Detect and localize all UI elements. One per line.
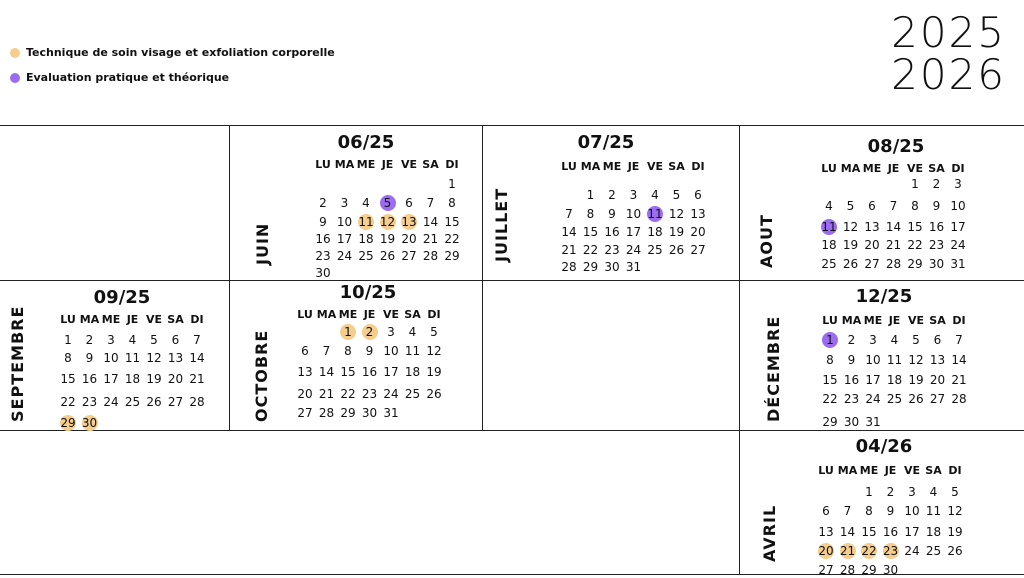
calendar-day: 30 — [843, 415, 860, 429]
calendar-day: 29 — [444, 249, 460, 263]
calendar-day: 19 — [379, 232, 396, 246]
calendar-day: 18 — [886, 373, 903, 387]
weekday-header: MA — [840, 162, 861, 175]
calendar-day: 13 — [167, 351, 184, 365]
calendar-day: 5 — [672, 188, 681, 202]
calendar-day: 9 — [886, 504, 895, 518]
calendar-day: 12 — [908, 353, 924, 367]
weekday-header: ME — [863, 314, 883, 327]
legend-label: Technique de soin visage et exfoliation corporelle — [26, 46, 335, 59]
calendar-day: 7 — [322, 344, 331, 358]
weekday-header: VE — [906, 162, 924, 175]
calendar-day: 14 — [885, 220, 902, 234]
weekday-header: SA — [422, 158, 439, 171]
calendar-day: 2 — [608, 188, 616, 202]
calendar-day: 20 — [690, 225, 706, 239]
month-title: 07/25 — [577, 132, 635, 153]
weekday-header: ME — [101, 313, 121, 326]
calendar-day: 21 — [885, 238, 902, 252]
calendar-day: 16 — [81, 372, 98, 386]
calendar-day: 27 — [864, 257, 880, 271]
weekday-header: VE — [382, 308, 400, 321]
calendar-day: 23 — [81, 395, 98, 409]
calendar-day: 30 — [315, 266, 331, 280]
calendar-day: 21 — [189, 372, 205, 386]
month-title: 10/25 — [339, 282, 397, 303]
calendar-day: 13 — [401, 215, 417, 229]
calendar-day: 10 — [336, 215, 353, 229]
calendar-day: 27 — [167, 395, 184, 409]
weekday-header: ME — [859, 464, 879, 477]
calendar-day: 11 — [647, 207, 663, 221]
weekday-header: LU — [60, 313, 76, 326]
calendar-day: 18 — [358, 232, 374, 246]
calendar-day: 8 — [826, 353, 834, 367]
month-name: OCTOBRE — [252, 329, 271, 422]
calendar-day: 23 — [315, 249, 331, 263]
calendar-day: 14 — [318, 365, 335, 379]
legend-item-evaluation — [10, 71, 229, 84]
weekday-header: ME — [356, 158, 376, 171]
calendar-day: 17 — [904, 525, 920, 539]
calendar-day: 2 — [847, 333, 856, 347]
weekday-header: JE — [381, 158, 394, 171]
month-name: JUILLET — [492, 187, 511, 262]
weekday-header: VE — [145, 313, 163, 326]
calendar-day: 13 — [297, 365, 313, 379]
calendar-day: 16 — [843, 373, 860, 387]
calendar-day: 18 — [821, 238, 837, 252]
calendar-day: 7 — [843, 504, 852, 518]
calendar-day: 7 — [193, 333, 201, 347]
calendar-day: 8 — [344, 344, 352, 358]
month-title: 08/25 — [867, 136, 925, 157]
calendar-day: 17 — [950, 220, 966, 234]
weekday-header: DI — [691, 160, 705, 173]
calendar-day: 5 — [430, 325, 438, 339]
calendar-day: 17 — [336, 232, 353, 246]
weekday-header: JE — [884, 464, 897, 477]
calendar-day: 16 — [315, 232, 331, 246]
month-title: 06/25 — [337, 132, 395, 153]
weekday-header: LU — [561, 160, 577, 173]
calendar-day: 12 — [668, 207, 685, 221]
grid-line — [0, 430, 1024, 431]
weekday-header: LU — [818, 464, 834, 477]
weekday-header: VE — [903, 464, 921, 477]
calendar-day: 10 — [383, 344, 399, 358]
weekday-header: VE — [907, 314, 925, 327]
calendar-day: 20 — [818, 544, 834, 558]
calendar-day: 5 — [846, 199, 855, 213]
calendar-day: 11 — [925, 504, 942, 518]
calendar-day: 2 — [85, 333, 94, 347]
calendar-day: 6 — [301, 344, 309, 358]
calendar-day: 10 — [103, 351, 119, 365]
calendar-day: 13 — [864, 220, 880, 234]
calendar-day: 28 — [318, 406, 335, 420]
calendar-day: 22 — [444, 232, 460, 246]
calendar-day: 7 — [955, 333, 963, 347]
weekday-header: DI — [951, 162, 965, 175]
calendar-day: 18 — [124, 372, 141, 386]
calendar-day: 14 — [561, 225, 577, 239]
calendar-day: 19 — [146, 372, 162, 386]
calendar-day: 19 — [842, 238, 859, 252]
calendar-day: 13 — [929, 353, 946, 367]
calendar-day: 3 — [869, 333, 877, 347]
calendar-day: 5 — [912, 333, 920, 347]
calendar-day: 15 — [822, 373, 838, 387]
weekday-header: ME — [338, 308, 358, 321]
weekday-header: JE — [627, 160, 640, 173]
calendar-day: 4 — [362, 196, 370, 210]
technique-dot-icon — [10, 48, 20, 58]
calendar-day: 4 — [890, 333, 899, 347]
calendar-day: 24 — [904, 544, 920, 558]
calendar-day: 21 — [839, 544, 856, 558]
calendar-day: 10 — [950, 199, 966, 213]
calendar-day: 4 — [128, 333, 137, 347]
grid-line — [0, 280, 1024, 281]
calendar-day: 2 — [932, 177, 941, 191]
calendar-day: 7 — [426, 196, 435, 210]
calendar-day: 2 — [362, 324, 378, 340]
weekday-header: DI — [427, 308, 441, 321]
weekday-header: SA — [928, 162, 945, 175]
grid-line — [482, 125, 483, 430]
weekday-header: MA — [841, 314, 862, 327]
calendar-day: 4 — [408, 325, 417, 339]
calendar-day: 14 — [422, 215, 439, 229]
grid-line — [739, 125, 740, 574]
calendar-day: 27 — [929, 392, 946, 406]
calendar-day: 28 — [189, 395, 205, 409]
weekday-header: JE — [888, 314, 901, 327]
calendar-day: 30 — [882, 563, 899, 577]
calendar-day: 26 — [379, 249, 396, 263]
calendar-day: 14 — [839, 525, 856, 539]
month-title: 12/25 — [855, 286, 913, 307]
calendar-day: 30 — [928, 257, 945, 271]
calendar-day: 20 — [929, 373, 946, 387]
calendar-day: 18 — [925, 525, 942, 539]
calendar-day: 8 — [865, 504, 873, 518]
weekday-header: DI — [445, 158, 459, 171]
weekday-header: DI — [948, 464, 962, 477]
calendar-day: 29 — [822, 415, 838, 429]
calendar-day: 7 — [565, 207, 573, 221]
year-2025: 2025 — [891, 8, 1006, 57]
calendar-day: 26 — [146, 395, 162, 409]
month-name: JUIN — [253, 222, 272, 265]
calendar-day: 3 — [340, 196, 349, 210]
calendar-day: 21 — [318, 387, 335, 401]
calendar-day: 8 — [64, 351, 72, 365]
calendar-day: 12 — [947, 504, 963, 518]
calendar-day: 19 — [668, 225, 685, 239]
calendar-day: 28 — [951, 392, 967, 406]
calendar-day: 16 — [928, 220, 945, 234]
calendar-day: 26 — [908, 392, 924, 406]
calendar-day: 1 — [448, 177, 456, 191]
calendar-day: 28 — [561, 260, 577, 274]
calendar-day: 19 — [947, 525, 963, 539]
weekday-header: LU — [822, 314, 838, 327]
calendar-day: 22 — [861, 544, 877, 558]
calendar-day: 28 — [885, 257, 902, 271]
legend-item-technique — [10, 46, 335, 59]
calendar-day: 20 — [167, 372, 184, 386]
evaluation-dot-icon — [10, 73, 20, 83]
calendar-day: 23 — [843, 392, 860, 406]
calendar-day: 15 — [444, 215, 460, 229]
calendar-day: 11 — [404, 344, 421, 358]
calendar-day: 31 — [383, 406, 399, 420]
weekday-header: SA — [929, 314, 946, 327]
month-name: SEPTEMBRE — [8, 305, 27, 422]
weekday-header: VE — [646, 160, 664, 173]
calendar-day: 11 — [886, 353, 903, 367]
month-title: 04/26 — [855, 436, 913, 457]
calendar-day: 9 — [608, 207, 616, 221]
calendar-day: 1 — [340, 324, 356, 340]
calendar-day: 19 — [426, 365, 442, 379]
calendar-day: 24 — [625, 243, 642, 257]
calendar-day: 16 — [882, 525, 899, 539]
calendar-day: 16 — [361, 365, 378, 379]
weekday-header: SA — [668, 160, 685, 173]
calendar-day: 12 — [146, 351, 162, 365]
calendar-day: 24 — [383, 387, 399, 401]
calendar-day: 3 — [387, 325, 395, 339]
calendar-day: 20 — [297, 387, 313, 401]
calendar-day: 15 — [60, 372, 76, 386]
calendar-day: 15 — [582, 225, 599, 239]
calendar-day: 15 — [907, 220, 923, 234]
weekday-header: SA — [925, 464, 942, 477]
grid-line — [229, 125, 230, 430]
month-name: AOUT — [757, 214, 776, 268]
calendar-day: 6 — [694, 188, 702, 202]
calendar-day: 14 — [951, 353, 967, 367]
calendar-day: 29 — [582, 260, 599, 274]
calendar-day: 5 — [951, 485, 959, 499]
calendar-day: 24 — [336, 249, 353, 263]
calendar-day: 22 — [340, 387, 356, 401]
weekday-header: LU — [821, 162, 837, 175]
calendar-day: 8 — [448, 196, 456, 210]
calendar-day: 1 — [64, 333, 72, 347]
calendar-day: 14 — [189, 351, 205, 365]
weekday-header: SA — [404, 308, 421, 321]
calendar-day: 5 — [150, 333, 158, 347]
calendar-day: 1 — [586, 188, 595, 202]
calendar-day: 21 — [422, 232, 439, 246]
calendar-day: 1 — [911, 177, 919, 191]
calendar-day: 25 — [647, 243, 663, 257]
calendar-day: 19 — [908, 373, 924, 387]
weekday-header: MA — [79, 313, 100, 326]
calendar-day: 3 — [629, 188, 638, 202]
calendar-day: 30 — [604, 260, 620, 274]
calendar-day: 11 — [124, 351, 141, 365]
month-title: 09/25 — [93, 287, 151, 308]
year-2026: 2026 — [891, 50, 1006, 99]
calendar-day: 29 — [861, 563, 877, 577]
calendar-day: 31 — [950, 257, 966, 271]
calendar-day: 29 — [60, 416, 76, 430]
calendar-day: 23 — [882, 544, 899, 558]
weekday-header: DI — [190, 313, 204, 326]
weekday-header: JE — [887, 162, 900, 175]
calendar-day: 9 — [85, 351, 94, 365]
weekday-header: MA — [580, 160, 601, 173]
calendar-day: 20 — [401, 232, 417, 246]
calendar-day: 8 — [586, 207, 595, 221]
calendar-day: 23 — [928, 238, 945, 252]
calendar-day: 6 — [868, 199, 876, 213]
calendar-day: 12 — [842, 220, 859, 234]
weekday-header: JE — [363, 308, 376, 321]
calendar-day: 1 — [822, 332, 838, 348]
legend-label: Evaluation pratique et théorique — [26, 71, 230, 84]
calendar-day: 26 — [947, 544, 963, 558]
calendar-day: 23 — [361, 387, 378, 401]
calendar-day: 24 — [950, 238, 966, 252]
calendar-day: 26 — [426, 387, 442, 401]
calendar-day: 30 — [81, 416, 98, 430]
calendar-day: 10 — [625, 207, 642, 221]
weekday-header: LU — [297, 308, 313, 321]
calendar-day: 4 — [929, 485, 938, 499]
calendar-day: 31 — [865, 415, 881, 429]
calendar-day: 12 — [379, 215, 396, 229]
calendar-day: 21 — [561, 243, 577, 257]
calendar-day: 22 — [60, 395, 76, 409]
calendar-day: 10 — [865, 353, 881, 367]
calendar-day: 17 — [625, 225, 642, 239]
calendar-day: 25 — [358, 249, 374, 263]
calendar-day: 25 — [821, 257, 837, 271]
calendar-day: 3 — [107, 333, 115, 347]
calendar-day: 9 — [847, 353, 856, 367]
calendar-day: 11 — [358, 215, 374, 229]
weekday-header: ME — [602, 160, 622, 173]
weekday-header: JE — [126, 313, 139, 326]
calendar-day: 27 — [690, 243, 706, 257]
weekday-header: MA — [334, 158, 355, 171]
calendar-day: 5 — [380, 195, 396, 211]
calendar-day: 24 — [103, 395, 119, 409]
calendar-day: 15 — [861, 525, 877, 539]
calendar-day: 27 — [818, 563, 834, 577]
calendar-day: 12 — [426, 344, 442, 358]
weekday-header: DI — [952, 314, 966, 327]
calendar-day: 13 — [690, 207, 706, 221]
calendar-day: 24 — [865, 392, 881, 406]
calendar-day: 18 — [404, 365, 421, 379]
calendar-day: 31 — [625, 260, 642, 274]
calendar-day: 4 — [651, 188, 659, 202]
calendar-day: 22 — [822, 392, 838, 406]
calendar-day: 4 — [825, 199, 833, 213]
calendar-day: 1 — [865, 485, 873, 499]
calendar-day: 9 — [365, 344, 374, 358]
calendar-day: 29 — [907, 257, 923, 271]
month-name: AVRIL — [760, 504, 779, 562]
calendar-day: 17 — [865, 373, 881, 387]
weekday-header: MA — [837, 464, 858, 477]
calendar-day: 2 — [886, 485, 895, 499]
calendar-day: 3 — [954, 177, 962, 191]
calendar-day: 3 — [908, 485, 916, 499]
calendar-day: 27 — [401, 249, 417, 263]
calendar-day: 6 — [171, 333, 180, 347]
calendar-day: 25 — [404, 387, 421, 401]
calendar-day: 17 — [103, 372, 119, 386]
calendar-day: 21 — [951, 373, 967, 387]
calendar-day: 20 — [864, 238, 880, 252]
calendar-day: 23 — [604, 243, 620, 257]
calendar-day: 26 — [842, 257, 859, 271]
calendar-day: 7 — [889, 199, 898, 213]
weekday-header: VE — [400, 158, 418, 171]
calendar-day: 28 — [839, 563, 856, 577]
calendar-day: 18 — [647, 225, 663, 239]
calendar-day: 16 — [604, 225, 620, 239]
calendar-day: 11 — [821, 220, 837, 234]
weekday-header: SA — [167, 313, 184, 326]
calendar-day: 30 — [361, 406, 378, 420]
calendar-day: 6 — [822, 504, 830, 518]
calendar-day: 9 — [319, 215, 327, 229]
weekday-header: MA — [316, 308, 337, 321]
grid-line — [0, 125, 1024, 126]
calendar-day: 22 — [582, 243, 599, 257]
calendar-day: 6 — [933, 333, 942, 347]
weekday-header: LU — [315, 158, 331, 171]
calendar-day: 8 — [911, 199, 919, 213]
calendar-day: 27 — [297, 406, 313, 420]
calendar-day: 9 — [932, 199, 941, 213]
calendar-day: 17 — [383, 365, 399, 379]
calendar-day: 10 — [904, 504, 920, 518]
calendar-day: 6 — [405, 196, 413, 210]
calendar-day: 13 — [818, 525, 834, 539]
calendar-day: 26 — [668, 243, 685, 257]
calendar-day: 25 — [886, 392, 903, 406]
calendar-day: 2 — [319, 196, 327, 210]
calendar-day: 29 — [340, 406, 356, 420]
calendar-day: 25 — [124, 395, 141, 409]
calendar-day: 25 — [925, 544, 942, 558]
calendar-day: 15 — [340, 365, 356, 379]
month-name: DÉCEMBRE — [764, 315, 783, 422]
calendar-day: 22 — [907, 238, 923, 252]
calendar-day: 28 — [422, 249, 439, 263]
weekday-header: ME — [862, 162, 882, 175]
